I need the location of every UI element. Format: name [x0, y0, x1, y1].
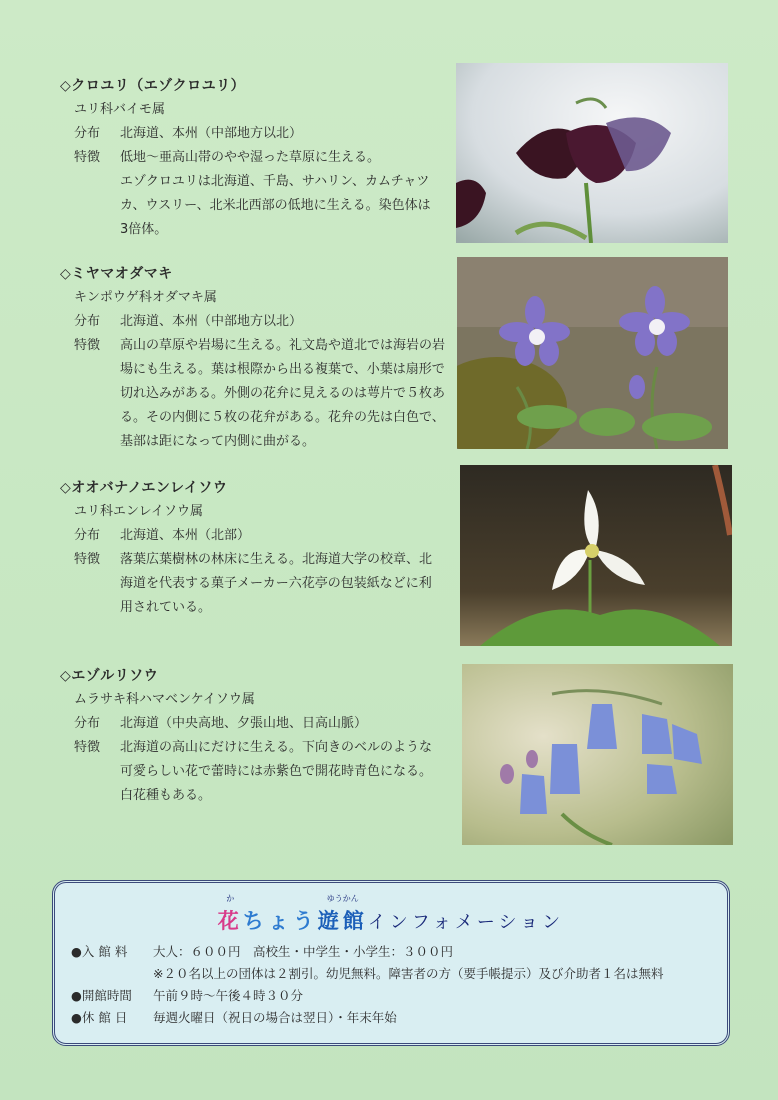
heading-chou: ちょう [242, 909, 318, 933]
entry-title: ◇ミヤマオダマキ [60, 266, 173, 282]
feat-label: 特徴 [74, 552, 101, 567]
entry-family: ユリ科バイモ属 [74, 102, 166, 117]
feat-line: 北海道の高山にだけに生える。下向きのベルのような [120, 740, 433, 755]
entry-family: ムラサキ科ハマベンケイソウ属 [74, 692, 255, 707]
info-key [71, 963, 153, 985]
dist-value: 北海道、本州（北部） [120, 528, 251, 543]
dist-value: 北海道、本州（中部地方以北） [120, 314, 303, 329]
entry-family: ユリ科エンレイソウ属 [74, 504, 204, 519]
ruby-yuukan: ゆうかん [326, 894, 359, 903]
feat-line: 可愛らしい花で蕾時には赤紫色で開花時青色になる。 [120, 764, 433, 779]
feat-line: 海道を代表する菓子メーカー六花亭の包装紙などに利 [120, 576, 432, 591]
feat-line: エゾクロユリは北海道、千島、サハリン、カムチャツ [120, 174, 430, 189]
feat-label: 特徴 [74, 338, 101, 353]
entry-kuroyuri [60, 74, 455, 242]
info-heading [55, 894, 727, 935]
heading-hana: 花 [217, 909, 243, 933]
miyamaodamaki-photo [457, 257, 728, 449]
entry-oobananoenreisou [60, 476, 455, 620]
ruby-ka: か [226, 894, 235, 903]
feat-line: 3倍体。 [120, 222, 168, 237]
info-value: ※２０名以上の団体は２割引。幼児無料。障害者の方（要手帳提示）及び介助者１名は無料 [153, 966, 664, 981]
oobananoenreisou-photo [460, 465, 732, 646]
entry-title: ◇エゾルリソウ [60, 668, 159, 684]
entry-title: ◇クロユリ（エゾクロユリ） [60, 78, 246, 94]
dist-label: 分布 [74, 716, 101, 731]
feat-line: 低地～亜高山帯のやや湿った草原に生える。 [120, 150, 381, 165]
info-value: 午前９時～午後４時３０分 [153, 988, 304, 1003]
info-key: ●入 館 料 [71, 944, 128, 959]
kuroyuri-photo [456, 63, 728, 243]
feat-label: 特徴 [74, 150, 101, 165]
feat-line: 白花種もある。 [120, 788, 212, 803]
feat-line: 切れ込みがある。外側の花弁に見えるのは萼片で５枚あ [120, 386, 446, 401]
dist-value: 北海道、本州（中部地方以北） [120, 126, 303, 141]
info-value: 毎週火曜日（祝日の場合は翌日）・年末年始 [153, 1010, 397, 1025]
entry-ezoruriso [60, 664, 455, 808]
dist-label: 分布 [74, 126, 101, 141]
dist-value: 北海道（中央高地、夕張山地、日高山脈） [120, 716, 368, 731]
feat-label: 特徴 [74, 740, 101, 755]
heading-yuukan: 遊館 [317, 909, 368, 933]
feat-line: 場にも生える。葉は根際から出る複葉で、小葉は扇形で [120, 362, 445, 377]
dist-label: 分布 [74, 314, 101, 329]
ezoruriso-photo [462, 664, 733, 845]
feat-line: 用されている。 [120, 600, 212, 615]
feat-line: 基部は距になって内側に曲がる。 [120, 434, 316, 449]
entry-title: ◇オオバナノエンレイソウ [60, 480, 228, 496]
feat-line: る。その内側に５枚の花弁がある。花弁の先は白色で、 [120, 410, 445, 425]
info-lines [71, 941, 663, 1029]
feat-line: 高山の草原や岩場に生える。礼文島や道北では海岩の岩 [120, 338, 446, 353]
feat-line: カ、ウスリー、北米北西部の低地に生える。染色体は [120, 198, 431, 213]
info-key: ●休 館 日 [71, 1010, 128, 1025]
entry-family: キンポウゲ科オダマキ属 [74, 290, 217, 305]
entry-miyamaodamaki [60, 262, 455, 454]
feat-line: 落葉広葉樹林の林床に生える。北海道大学の校章、北 [120, 552, 433, 567]
info-value: 大人：６００円 高校生・中学生・小学生：３００円 [153, 944, 454, 959]
info-box [52, 880, 730, 1046]
dist-label: 分布 [74, 528, 101, 543]
heading-rest: インフォメーション [367, 912, 565, 933]
info-key: ●開館時間 [71, 988, 132, 1003]
